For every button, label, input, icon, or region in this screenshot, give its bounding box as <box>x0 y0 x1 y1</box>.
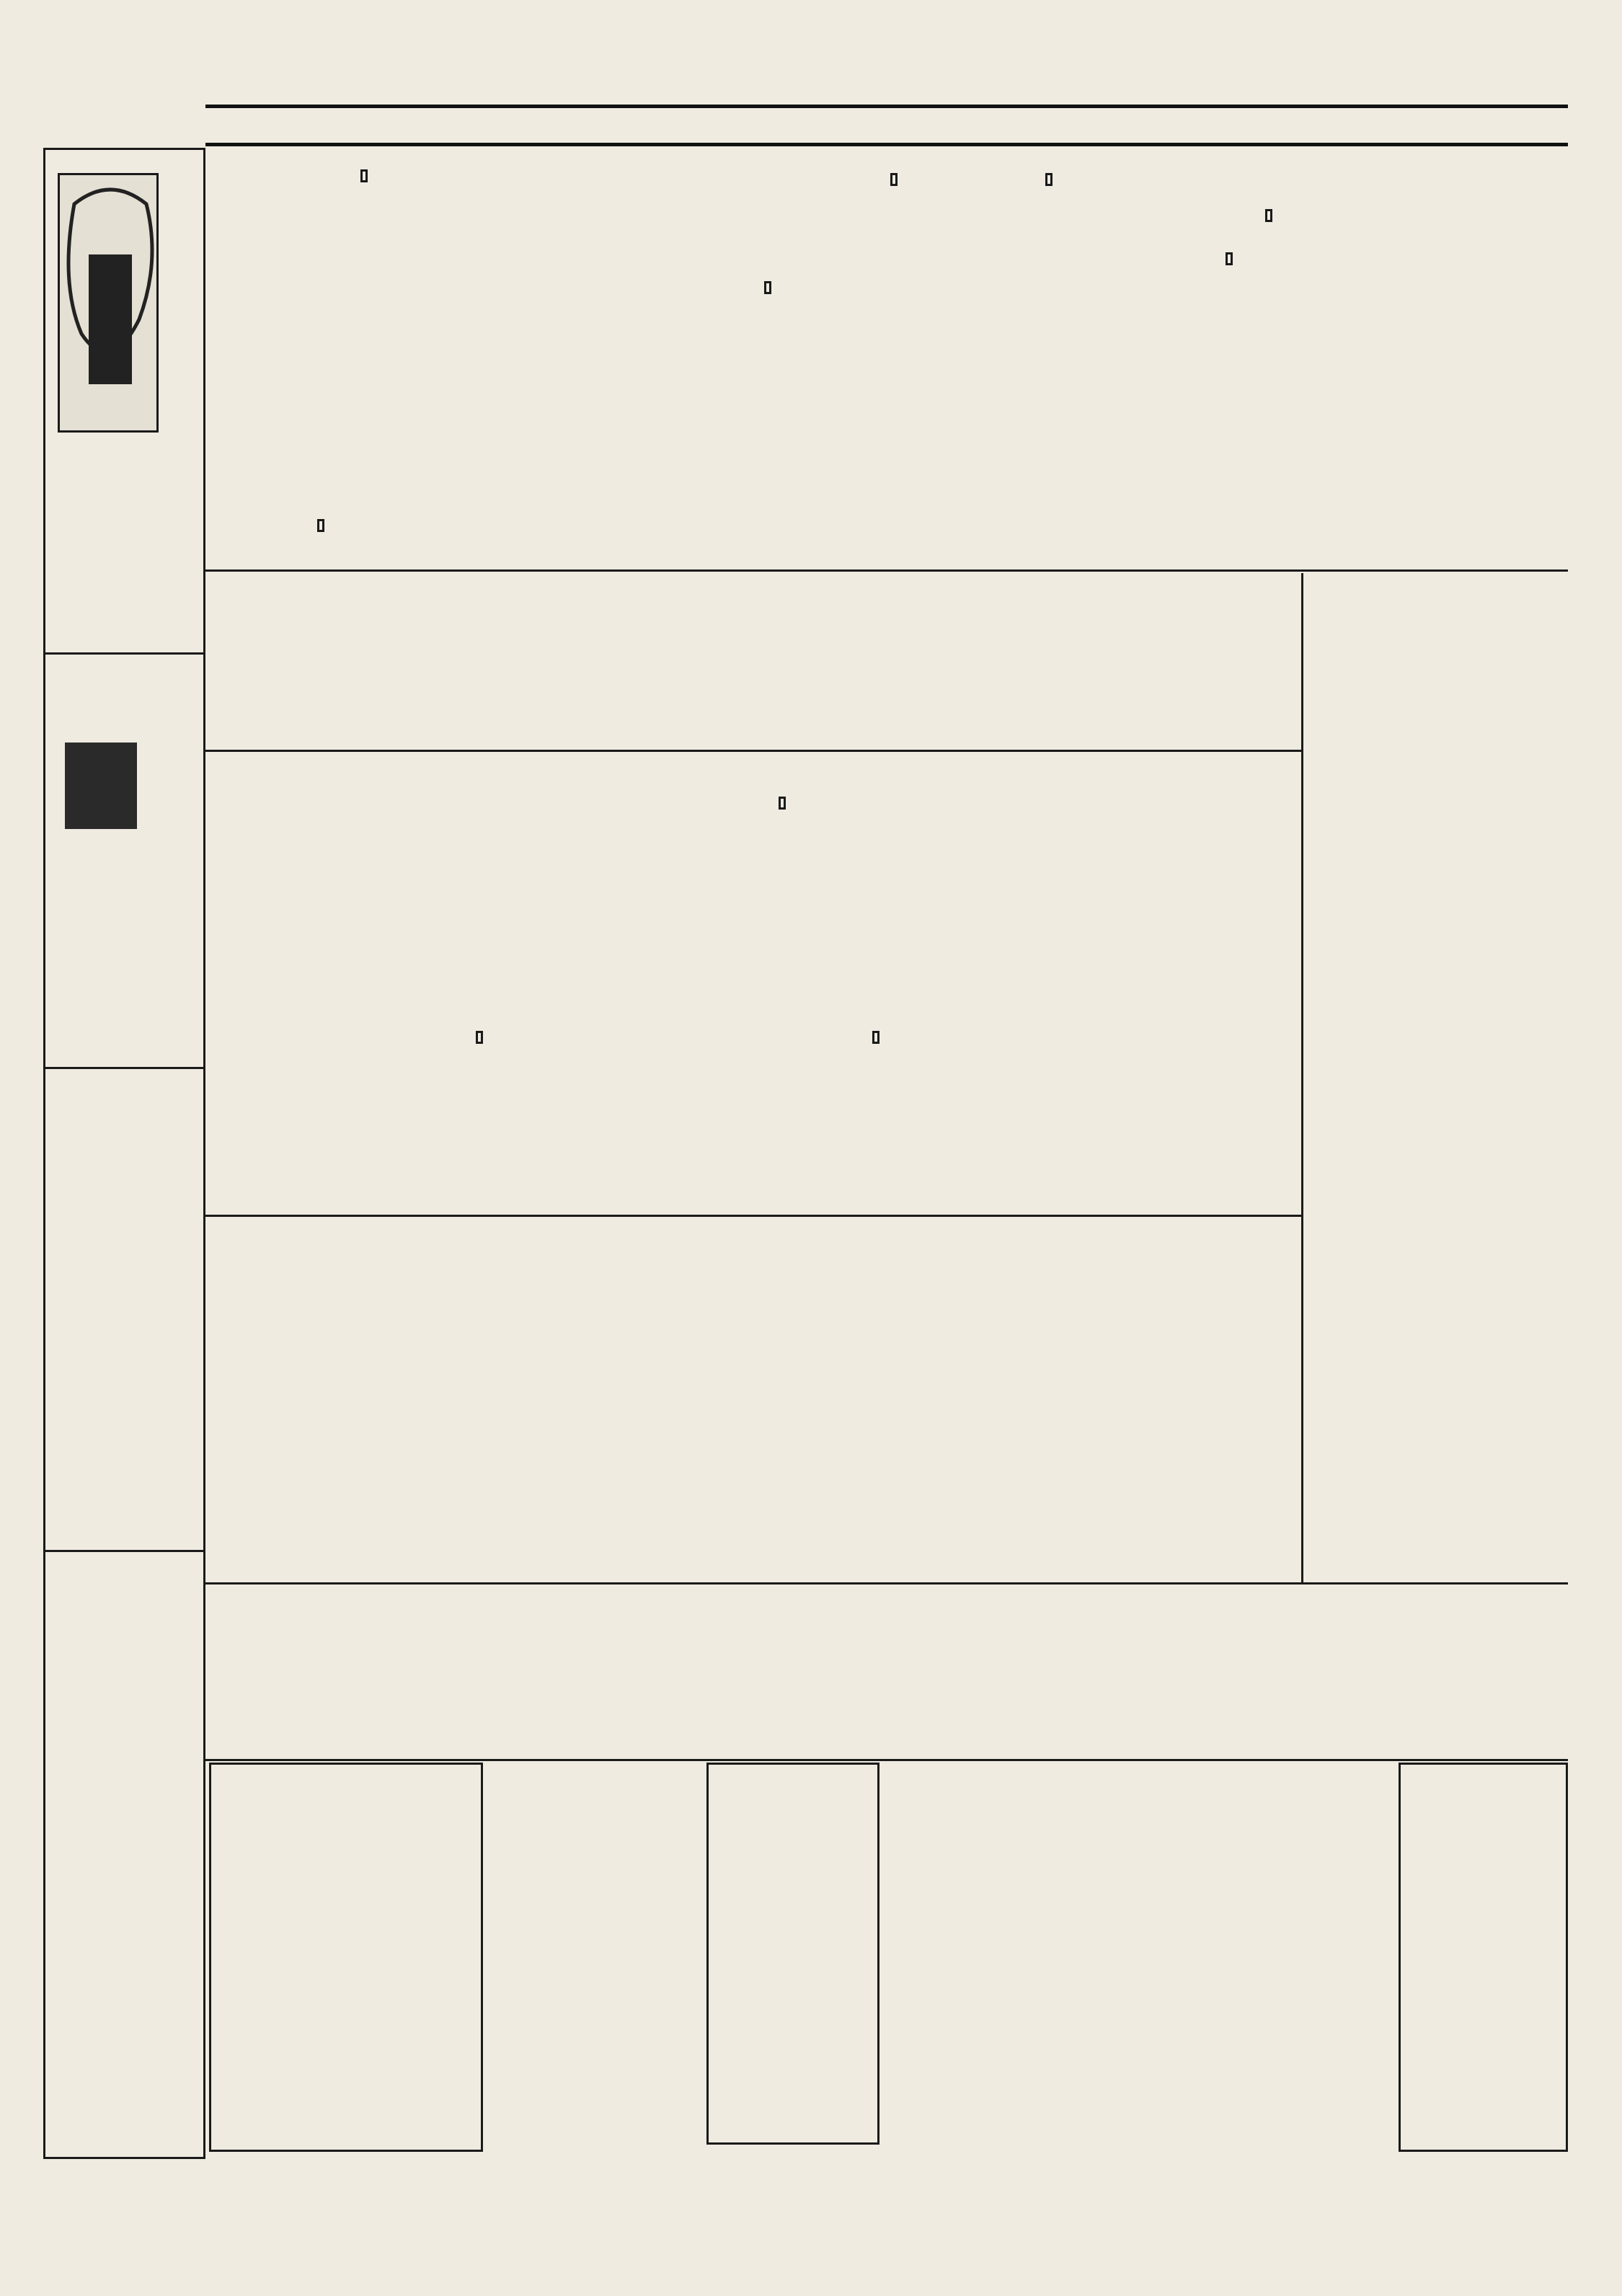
top-ad-copy <box>58 433 202 649</box>
clinic-ad <box>706 1763 879 2145</box>
dragon-logo <box>58 173 159 433</box>
section-rule <box>205 1759 1568 1761</box>
lead-subhead-5 <box>764 281 771 294</box>
divider <box>45 1550 204 1552</box>
lead-subhead-4 <box>890 173 898 186</box>
camera-image <box>65 743 137 829</box>
press-box-speech <box>317 519 324 532</box>
lead-subhead-1 <box>1265 209 1272 222</box>
section-rule <box>1301 573 1303 1582</box>
market-price-table <box>209 1763 483 2152</box>
enemy-plane-crash <box>476 1031 483 1044</box>
section-rule <box>205 1215 1301 1217</box>
section-rule <box>205 750 1301 752</box>
divider <box>45 652 204 655</box>
meeting-resolutions <box>779 797 786 810</box>
section-rule <box>205 1582 1568 1584</box>
press-box-chair <box>360 169 368 182</box>
divider <box>45 1067 204 1069</box>
lead-subhead-3 <box>1045 173 1052 186</box>
section-rule <box>205 569 1568 572</box>
committee-list <box>872 1031 879 1044</box>
longevity-ad <box>1399 1763 1568 2152</box>
lead-subhead-2 <box>1226 252 1233 265</box>
header-bar <box>205 105 1568 146</box>
